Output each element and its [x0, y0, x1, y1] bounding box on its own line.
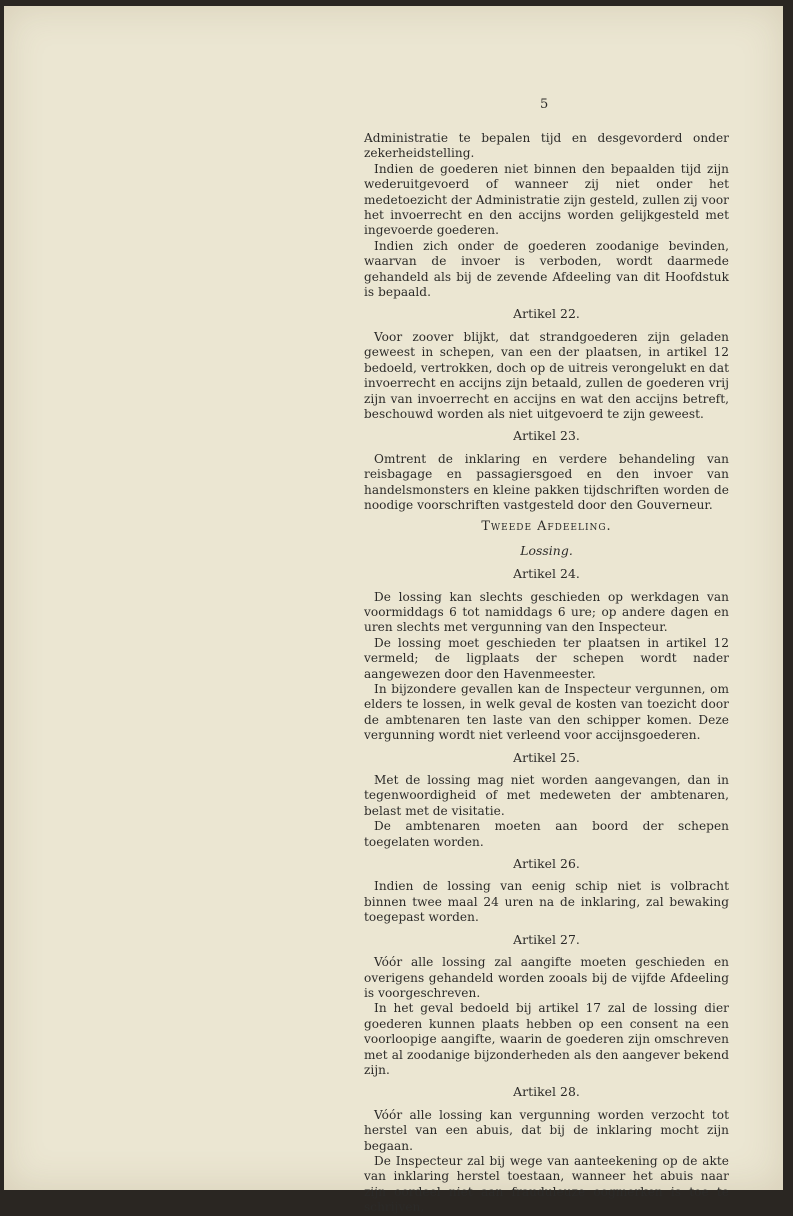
intro-paragraph: Indien zich onder de goederen zoodanige bevinden, waarvan de invoer is verboden, wordt daarmede gehandeld als bij de zevende Afdeeling van dit Hoofdstuk is bepaald.	[364, 238, 729, 300]
intro-paragraph: Administratie te bepalen tijd en desgevorderd onder zekerheidstelling.	[364, 131, 729, 161]
article-26	[364, 856, 729, 926]
article-paragraph: De ambtenaren moeten aan boord der schepen toegelaten worden.	[364, 819, 729, 849]
article-paragraph: In het geval bedoeld bij artikel 17 zal de lossing dier goederen kunnen plaats hebben op een consent na een voorloopige aangifte, waarin de goederen zijn omschreven met al zoodanige bijzonderheden als den aangever bekend zijn.	[364, 1001, 729, 1077]
article-paragraph: De Inspecteur zal bij wege van aanteekening op de akte van inklaring herstel toestaan, wanneer het abuis naar zijn oordeel niet aan frauduleuze oogmerken is toe te schrijven,	[364, 1153, 729, 1215]
document-page	[4, 6, 783, 1215]
article-25	[364, 750, 729, 850]
section-heading: Tweede Afdeeling.	[481, 519, 612, 535]
article-paragraph: Met de lossing mag niet worden aangevangen, dan in tegenwoordigheid of met medeweten der ambtenaren, belast met de visitatie.	[364, 773, 729, 818]
article-27	[364, 932, 729, 1079]
article-heading: Artikel 26.	[513, 856, 580, 872]
article-paragraph: Vóór alle lossing kan vergunning worden verzocht tot herstel van een abuis, dat bij de inklaring mocht zijn begaan.	[364, 1107, 729, 1153]
article-heading: Artikel 22.	[513, 306, 580, 322]
article-heading: Artikel 25.	[513, 749, 580, 765]
article-paragraph: De lossing moet geschieden ter plaatsen in artikel 12 vermeld; de ligplaats der schepen wordt nader aangewezen door den Havenmeester.	[364, 635, 729, 681]
article-paragraph: Omtrent de inklaring en verdere behandeling van reisbagage en passagiersgoed en den invoer van handelsmonsters en kleine pakken tijdschriften worden de noodige voorschriften vastgesteld door den Gouverneur.	[364, 451, 729, 512]
article-23	[364, 428, 729, 513]
article-22	[364, 306, 729, 422]
article-heading: Artikel 27.	[513, 931, 580, 947]
article-24	[364, 566, 729, 743]
article-heading: Artikel 23.	[513, 428, 580, 444]
text-column	[364, 131, 729, 1216]
article-heading: Artikel 28.	[513, 1084, 580, 1100]
article-heading: Artikel 24.	[513, 566, 580, 582]
page-number: 5	[540, 97, 549, 112]
article-paragraph: In bijzondere gevallen kan de Inspecteur vergunnen, om elders te lossen, in welk geval de kosten van toezicht door de ambtenaren ten laste van den schipper komen. Deze vergunning wordt niet verleend voor accijnsgoederen.	[364, 682, 729, 743]
article-paragraph: Voor zoover blijkt, dat strandgoederen zijn geladen geweest in schepen, van een der plaatsen, in artikel 12 bedoeld, vertrokken, doch op de uitreis verongelukt en dat invoerrecht en accijns zijn betaald, zullen de goederen vrij zijn van invoerrecht en accijns en wat den accijns betreft, beschouwd worden als niet uitgevoerd te zijn geweest.	[364, 329, 729, 421]
article-paragraph: Indien de lossing van eenig schip niet is volbracht binnen twee maal 24 uren na de inklaring, zal bewaking toegepast worden.	[364, 879, 729, 925]
intro-paragraph: Indien de goederen niet binnen den bepaalden tijd zijn wederuitgevoerd of wanneer zij niet onder het medetoezicht der Administratie zijn gesteld, zullen zij voor het invoerrecht en den accijns worden gelijkgesteld met ingevoerde goederen.	[364, 161, 729, 238]
intro-text	[364, 131, 729, 300]
section-subheading: Lossing.	[520, 542, 573, 558]
article-paragraph: Vóór alle lossing zal aangifte moeten geschieden en overigens gehandeld worden zooals bij de vijfde Afdeeling is voorgeschreven.	[364, 955, 729, 1000]
article-28	[364, 1084, 729, 1215]
article-paragraph: De lossing kan slechts geschieden op werkdagen van voormiddags 6 tot namiddags 6 ure; op andere dagen en uren slechts met vergunning van den Inspecteur.	[364, 589, 729, 635]
